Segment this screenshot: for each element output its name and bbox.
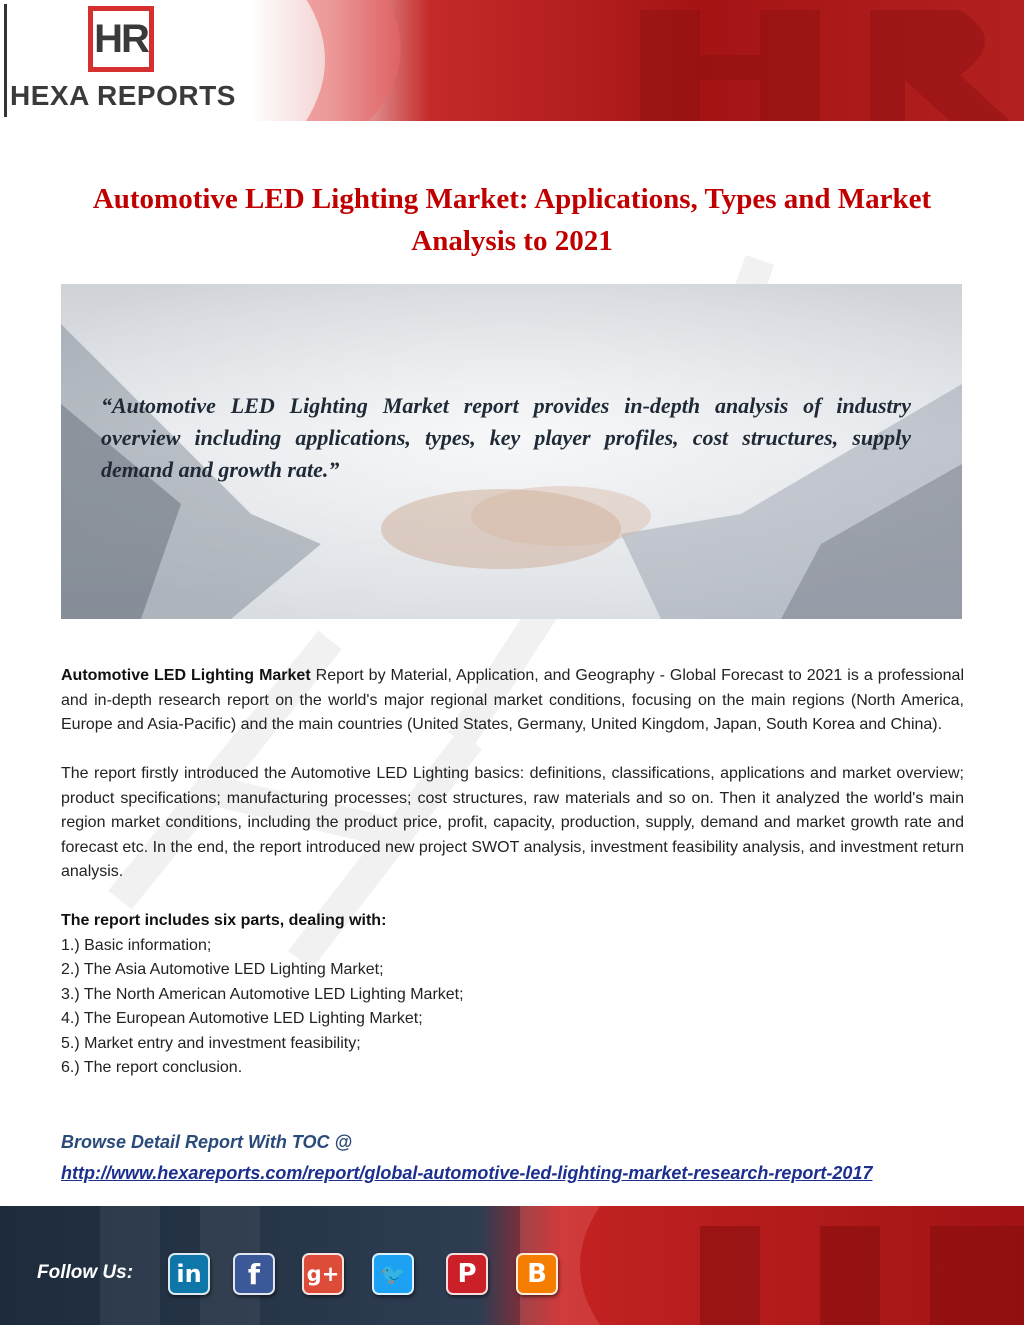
logo-mark-text: HR xyxy=(94,17,148,61)
linkedin-icon[interactable] xyxy=(168,1253,210,1295)
pinterest-icon[interactable] xyxy=(446,1253,488,1295)
intro-text: Report by Material, Application, and Geography - Global Forecast to 2021 is a professional and in-depth research report on the world's major regional market conditions, focusing on the main regions (North America, Europe and Asia-Pacific) and the main countries (United States, Germany, United Kingdom, Japan, South Korea and China). xyxy=(61,667,965,733)
logo-bar xyxy=(4,4,7,117)
list-item: 6.) The report conclusion. xyxy=(61,1059,243,1076)
header-banner xyxy=(0,0,1024,121)
browse-section xyxy=(61,1128,872,1187)
list-item: 4.) The European Automotive LED Lighting Market; xyxy=(61,1010,423,1027)
quote-text: “Automotive LED Lighting Market report provides in-depth analysis of industry overview including applications, types, key player profiles, cost structures, supply demand and growth rate.” xyxy=(101,393,911,482)
parts-heading: The report includes six parts, dealing with: xyxy=(61,912,387,929)
google-plus-icon[interactable] xyxy=(302,1253,344,1295)
parts-list xyxy=(61,934,964,1081)
report-link[interactable]: http://www.hexareports.com/report/global-automotive-led-lighting-market-research-report-2017 xyxy=(61,1163,873,1183)
facebook-icon[interactable] xyxy=(233,1253,275,1295)
browse-label: Browse Detail Report With TOC @ xyxy=(61,1132,353,1152)
overview-paragraph: The report firstly introduced the Automotive LED Lighting basics: definitions, classifications, applications and market overview; product specifications; manufacturing processes; cost structures, raw materials and so on. Then it analyzed the world's main region market conditions, including the product price, profit, capacity, production, supply, demand and market growth rate and forecast etc. In the end, the report introduced new project SWOT analysis, investment feasibility analysis, and investment return analysis. xyxy=(61,765,964,880)
logo[interactable] xyxy=(0,0,238,121)
blogger-icon[interactable] xyxy=(516,1253,558,1295)
report-parts xyxy=(61,909,964,1081)
blogger-glyph: B xyxy=(527,1259,547,1289)
intro-bold-lead: Automotive LED Lighting Market xyxy=(61,667,311,684)
list-item: 1.) Basic information; xyxy=(61,936,212,954)
facebook-glyph: f xyxy=(247,1258,261,1291)
report-body xyxy=(61,664,964,1081)
footer-banner xyxy=(0,1206,1024,1325)
list-item: 3.) The North American Automotive LED Lighting Market; xyxy=(61,985,464,1003)
linkedin-glyph: in xyxy=(176,1260,202,1288)
page-title: Automotive LED Lighting Market: Applications, Types and Market Analysis to 2021 xyxy=(92,183,932,257)
logo-text: HEXA REPORTS xyxy=(10,80,236,111)
footer-decoration xyxy=(0,1206,1024,1325)
google-plus-glyph: g+ xyxy=(306,1262,340,1286)
twitter-glyph: 🐦 xyxy=(380,1262,406,1286)
list-item: 5.) Market entry and investment feasibility; xyxy=(61,1034,361,1052)
intro-paragraph xyxy=(61,664,964,738)
logo-mark xyxy=(88,6,154,72)
pinterest-glyph: P xyxy=(457,1259,477,1289)
follow-us-label: Follow Us: xyxy=(37,1262,134,1283)
list-item: 2.) The Asia Automotive LED Lighting Market; xyxy=(61,961,384,978)
handshake-image xyxy=(61,284,962,619)
twitter-icon[interactable] xyxy=(372,1253,414,1295)
